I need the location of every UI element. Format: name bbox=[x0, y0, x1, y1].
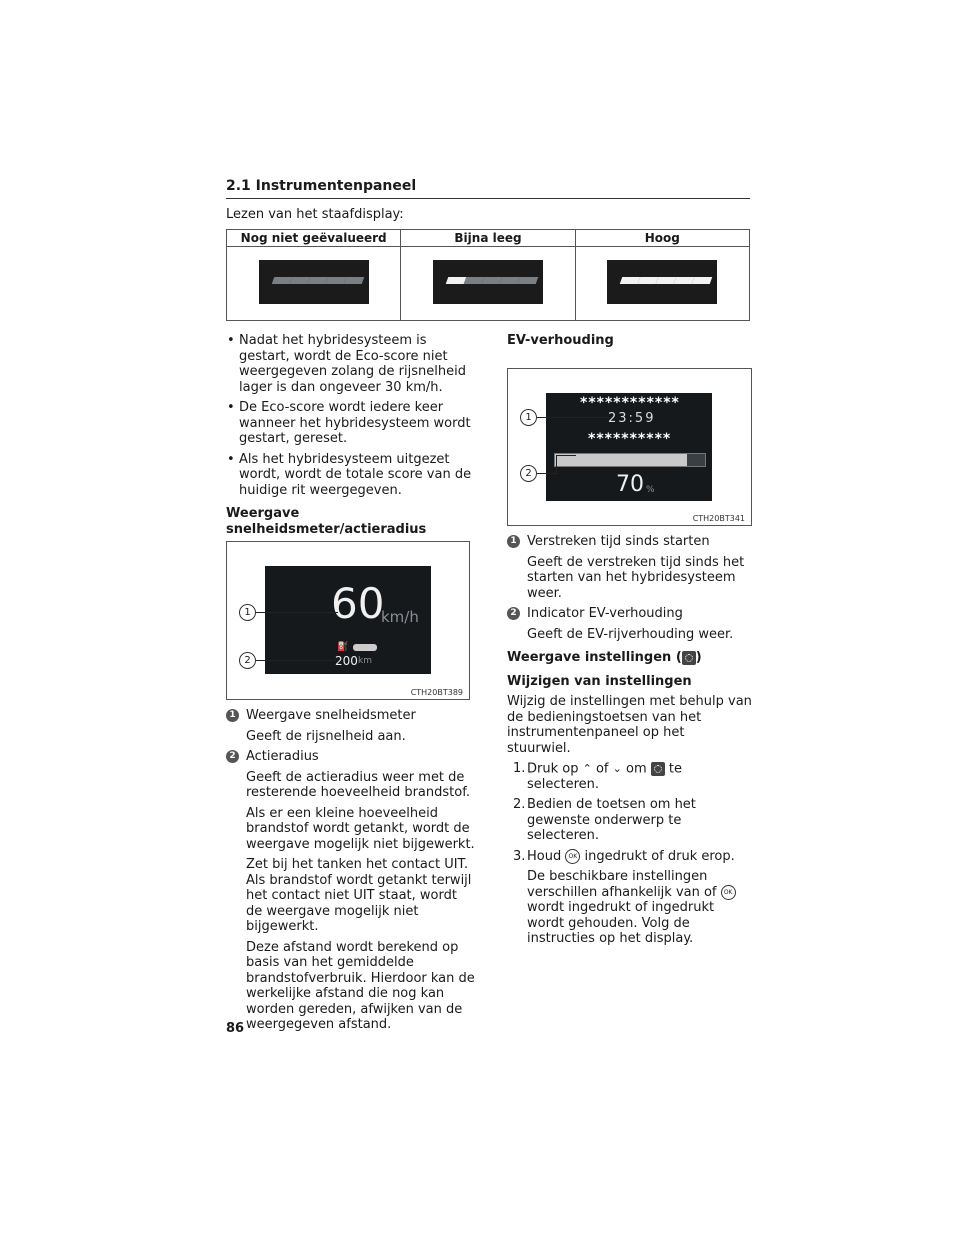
item-body: Geeft de verstreken tijd sinds het starten van het hybridesysteem weer. bbox=[527, 554, 745, 601]
bar-display-table bbox=[226, 229, 750, 321]
item-body: Geeft de EV-rijverhouding weer. bbox=[527, 626, 734, 642]
settings-heading-text: Weergave instellingen ( bbox=[507, 650, 682, 665]
bullet-item: • De Eco-score wordt iedere keer wanneer het hybridesysteem wordt gestart, gereset. bbox=[226, 400, 476, 447]
ev-percent-value: 70 bbox=[616, 472, 644, 497]
change-settings-text: Wijzig de instellingen met behulp van de bedieningstoetsen van het instrumentenpaneel op het stuurwiel. bbox=[507, 694, 752, 756]
item-number: 2 bbox=[507, 607, 520, 620]
callout-line bbox=[556, 455, 576, 456]
bar-segment bbox=[518, 277, 539, 284]
ev-ratio-bar bbox=[554, 453, 706, 467]
chevron-down-icon: ⌄ bbox=[612, 762, 622, 775]
item-body: Deze afstand wordt berekend op basis van het gemiddelde brandstofverbruik. Hierdoor kan de werkelijke afstand die nog kan worden gereden, afwijken van de weergegeven afstand. bbox=[246, 939, 475, 1032]
item-number: 1 bbox=[226, 709, 239, 722]
bar-segment bbox=[692, 277, 713, 284]
bar-panel-high bbox=[607, 260, 717, 304]
range-unit: km bbox=[358, 656, 372, 666]
left-items bbox=[226, 708, 476, 1038]
bullet-item: • Als het hybridesysteem uitgezet wordt, wordt de totale score van de huidige rit weergegeven. bbox=[226, 452, 476, 499]
table-header: Bijna leeg bbox=[401, 230, 575, 247]
right-items bbox=[507, 534, 752, 952]
bar-segment bbox=[343, 277, 364, 284]
bar-segment bbox=[325, 277, 346, 284]
callout-line bbox=[537, 417, 609, 418]
speedometer-screen bbox=[265, 566, 431, 674]
item-title: Verstreken tijd sinds starten bbox=[527, 534, 710, 549]
step-number: 2. bbox=[513, 797, 526, 813]
bullet-item: • Nadat het hybridesysteem is gestart, wordt de Eco-score niet weergegeven zolang de rijsnelheid lager is dan ongeveer 30 km/h. bbox=[226, 333, 476, 395]
ok-button-icon: OK bbox=[721, 885, 736, 900]
bar-panel-not-evaluated bbox=[259, 260, 369, 304]
step-text: of bbox=[595, 761, 609, 777]
intro-text: Lezen van het staafdisplay: bbox=[226, 207, 404, 222]
item-title: Actieradius bbox=[246, 749, 319, 764]
step-text: te selecteren. bbox=[527, 761, 683, 792]
callout-line bbox=[256, 660, 336, 661]
callout-line bbox=[256, 612, 338, 613]
item-body: Als er een kleine hoeveelheid brandstof wordt getankt, wordt de weergave mogelijk niet bijgewerkt. bbox=[246, 805, 475, 852]
change-settings-heading: Wijzigen van instellingen bbox=[507, 673, 692, 689]
ev-figure bbox=[507, 368, 752, 526]
stars-mid: ********** bbox=[588, 431, 672, 447]
step-text: Druk op bbox=[527, 761, 579, 777]
ev-heading: EV-verhouding bbox=[507, 333, 614, 348]
speed-value: 60 bbox=[331, 579, 385, 628]
settings-heading-close: ) bbox=[695, 650, 702, 665]
callout-line bbox=[537, 473, 557, 474]
callout-line bbox=[556, 455, 557, 473]
stars-top: ************ bbox=[580, 395, 680, 411]
section-rule bbox=[226, 198, 750, 199]
item-body: Geeft de actieradius weer met de resterende hoeveelheid brandstof. bbox=[246, 769, 470, 800]
range-value: 200 bbox=[335, 654, 358, 668]
speedometer-heading: Weergave snelheidsmeter/actieradius bbox=[226, 506, 427, 537]
item-body: Geeft de rijsnelheid aan. bbox=[246, 728, 406, 744]
table-header: Hoog bbox=[575, 230, 749, 247]
step-number: 1. bbox=[513, 761, 526, 776]
step-3 bbox=[507, 849, 752, 865]
figure-code: CTH20BT389 bbox=[410, 688, 463, 697]
left-column bbox=[226, 333, 476, 542]
step-text: Houd bbox=[527, 848, 562, 864]
ok-button-icon: OK bbox=[565, 849, 580, 864]
page-number: 86 bbox=[226, 1021, 245, 1036]
callout-2: 2 bbox=[239, 652, 256, 669]
step-note-text: De beschikbare instellingen verschillen afhankelijk van of bbox=[527, 869, 717, 900]
step-3-note bbox=[507, 869, 752, 947]
item-number: 1 bbox=[507, 535, 520, 548]
bar-segment bbox=[271, 277, 292, 284]
item-number: 2 bbox=[226, 750, 239, 763]
table-header: Nog niet geëvalueerd bbox=[227, 230, 401, 247]
bar-segment bbox=[289, 277, 310, 284]
settings-gear-icon bbox=[651, 762, 665, 776]
elapsed-time: 23:59 bbox=[608, 411, 656, 426]
bar-segment bbox=[307, 277, 328, 284]
callout-1: 1 bbox=[520, 409, 537, 426]
bar-panel-almost-empty bbox=[433, 260, 543, 304]
step-note-text: wordt ingedrukt of ingedrukt wordt gehouden. Volg de instructies op het display. bbox=[527, 900, 715, 947]
step-2 bbox=[507, 797, 752, 844]
figure-code: CTH20BT341 bbox=[692, 514, 745, 523]
step-number: 3. bbox=[513, 848, 526, 864]
ev-percent-unit: % bbox=[646, 485, 655, 495]
speedometer-figure bbox=[226, 541, 470, 700]
fuel-icon: ⛽ bbox=[337, 642, 349, 652]
item-title: Indicator EV-verhouding bbox=[527, 606, 683, 621]
item-body: Zet bij het tanken het contact UIT. Als brandstof wordt getankt terwijl het contact niet UIT staat, wordt de weergave mogelijk niet bijgewerkt. bbox=[246, 857, 472, 934]
callout-1: 1 bbox=[239, 604, 256, 621]
car-icon bbox=[353, 644, 377, 651]
item-title: Weergave snelheidsmeter bbox=[246, 708, 416, 723]
speed-unit: km/h bbox=[381, 608, 419, 626]
settings-gear-icon bbox=[682, 651, 696, 665]
settings-heading bbox=[507, 650, 752, 666]
chevron-up-icon: ⌃ bbox=[582, 762, 592, 775]
step-text: ingedrukt of druk erop. bbox=[584, 848, 735, 864]
ev-screen bbox=[546, 393, 712, 501]
step-1 bbox=[507, 761, 752, 792]
callout-2: 2 bbox=[520, 465, 537, 482]
step-text: om bbox=[626, 761, 647, 777]
section-title: 2.1 Instrumentenpaneel bbox=[226, 178, 417, 194]
step-text: Bedien de toetsen om het gewenste onderwerp te selecteren. bbox=[527, 797, 696, 844]
